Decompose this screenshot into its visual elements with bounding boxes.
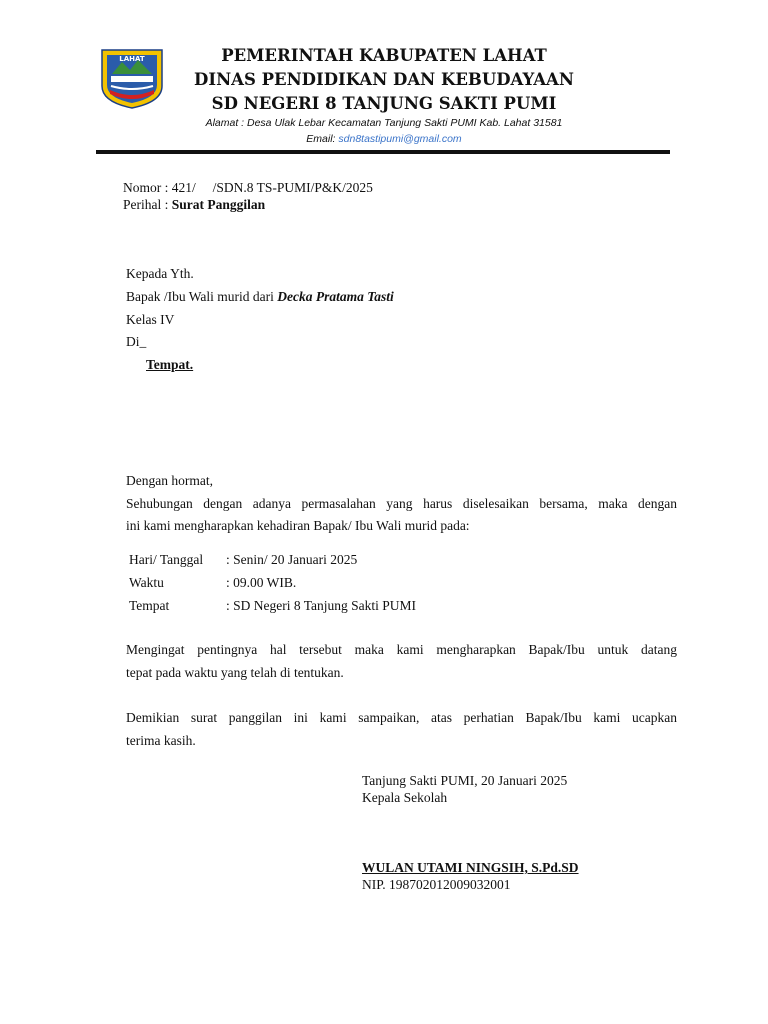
recipient-place: Tempat.: [146, 357, 194, 372]
detail-label-time: Waktu: [129, 575, 164, 590]
letterhead-divider: [96, 150, 670, 154]
recipient-line-1: Kepada Yth.: [126, 266, 194, 281]
paragraph-1-line-2: ini kami mengharapkan kehadiran Bapak/ Ibu Wali murid pada:: [126, 518, 470, 533]
letter-number: [123, 180, 373, 196]
detail-label-day-date: Hari/ Tanggal: [129, 552, 204, 567]
paragraph-2-line-2: tepat pada waktu yang telah di tentukan.: [126, 665, 344, 680]
nomor-value: 421/ /SDN.8 TS-PUMI/P&K/2025: [171, 180, 373, 195]
paragraph-3-line-2: terima kasih.: [126, 733, 196, 748]
paragraph-2-line-1: Mengingat pentingnya hal tersebut maka kami mengharapkan Bapak/Ibu untuk datang: [126, 642, 677, 657]
school-email-line: [140, 133, 628, 145]
letterhead-line-3: SD NEGERI 8 TANJUNG SAKTI PUMI: [211, 94, 557, 113]
detail-value-place: : SD Negeri 8 Tanjung Sakti PUMI: [226, 598, 417, 613]
letter-subject: [123, 197, 265, 213]
perihal-label: Perihal :: [123, 197, 172, 212]
recipient-line-2: [126, 289, 394, 305]
detail-value-day-date: : Senin/ 20 Januari 2025: [226, 552, 358, 567]
signature-name: WULAN UTAMI NINGSIH, S.Pd.SD: [362, 860, 579, 875]
letterhead-line-1: PEMERINTAH KABUPATEN LAHAT: [221, 46, 547, 65]
email-link[interactable]: sdn8tastipumi@gmail.com: [338, 133, 462, 145]
signature-nip: NIP. 198702012009032001: [362, 877, 511, 892]
email-label: Email:: [306, 133, 339, 145]
detail-value-time: : 09.00 WIB.: [226, 575, 297, 590]
perihal-value: Surat Panggilan: [171, 197, 266, 212]
nomor-label: Nomor :: [123, 180, 172, 195]
school-address: Alamat : Desa Ulak Lebar Kecamatan Tanjung Sakti PUMI Kab. Lahat 31581: [205, 117, 563, 129]
paragraph-1-line-1: Sehubungan dengan adanya permasalahan yang harus diselesaikan bersama, maka dengan: [126, 496, 677, 511]
paragraph-3-line-1: Demikian surat panggilan ini kami sampaikan, atas perhatian Bapak/Ibu kami ucapkan: [126, 710, 677, 725]
recipient-prefix: Bapak /Ibu Wali murid dari: [126, 289, 278, 304]
greeting: Dengan hormat,: [126, 473, 213, 488]
logo-text: LAHAT: [119, 55, 145, 63]
recipient-class: Kelas IV: [126, 312, 175, 327]
letterhead-line-2: DINAS PENDIDIKAN DAN KEBUDAYAAN: [194, 70, 574, 89]
detail-label-place: Tempat: [129, 598, 170, 613]
signature-place-date: Tanjung Sakti PUMI, 20 Januari 2025: [362, 773, 568, 788]
signature-position: Kepala Sekolah: [362, 790, 448, 805]
student-name: Decka Pratama Tasti: [277, 289, 394, 304]
recipient-di: Di_: [126, 334, 147, 349]
